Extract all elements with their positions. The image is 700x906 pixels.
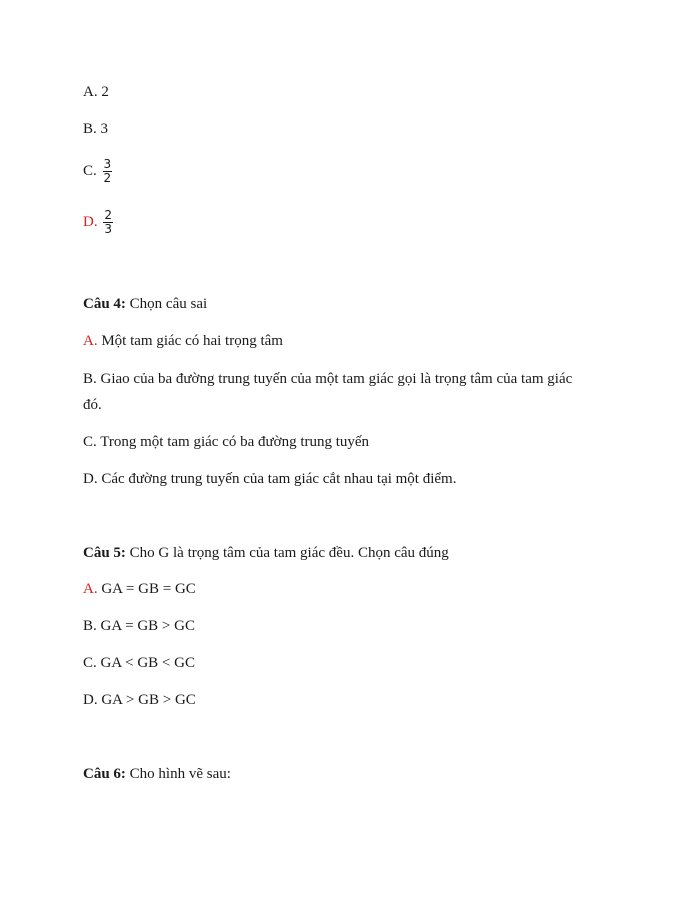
q3-option-d	[83, 209, 113, 236]
question-label: Câu 5:	[83, 545, 126, 561]
option-letter: C.	[83, 434, 97, 450]
option-text: GA = GB = GC	[101, 581, 196, 597]
option-letter: D.	[83, 692, 98, 708]
option-letter: C.	[83, 655, 97, 671]
q4-option-b-continuation	[83, 395, 102, 415]
q4-option-a	[83, 331, 283, 351]
q5-option-a	[83, 579, 196, 599]
option-text: Các đường trung tuyến của tam giác cắt nhau tại một điểm.	[101, 471, 457, 487]
q3-option-c	[83, 158, 112, 185]
fraction-numerator: 2	[104, 208, 112, 222]
question-text: Cho hình vẽ sau:	[129, 766, 231, 782]
option-letter: D.	[83, 471, 98, 487]
option-letter: B.	[83, 371, 97, 387]
q3-option-a	[83, 82, 109, 102]
option-letter: A.	[83, 84, 98, 100]
question-label: Câu 6:	[83, 766, 126, 782]
option-text: GA = GB > GC	[100, 618, 195, 634]
q4-option-b	[83, 369, 572, 389]
q4-option-c	[83, 432, 369, 452]
fraction-numerator: 3	[103, 157, 112, 171]
question-label: Câu 4:	[83, 296, 126, 312]
option-text: Giao của ba đường trung tuyến của một tam giác gọi là trọng tâm của tam giác	[100, 371, 573, 387]
fraction	[103, 209, 113, 236]
question-text: Cho G là trọng tâm của tam giác đều. Chọn câu đúng	[129, 545, 449, 561]
q5-question	[83, 543, 449, 563]
q3-option-b	[83, 119, 108, 139]
fraction	[103, 158, 113, 185]
q5-option-c	[83, 653, 195, 673]
q6-question	[83, 764, 231, 784]
q5-option-d	[83, 690, 196, 710]
question-text: Chọn câu sai	[129, 296, 208, 312]
option-text: GA < GB < GC	[100, 655, 195, 671]
option-text-continuation: đó.	[83, 397, 102, 413]
q4-question	[83, 294, 207, 314]
option-letter: C.	[83, 162, 97, 179]
option-text: Một tam giác có hai trọng tâm	[101, 333, 283, 349]
option-letter: B.	[83, 121, 97, 137]
option-letter-correct: A.	[83, 581, 98, 597]
fraction-denominator: 3	[104, 222, 112, 236]
fraction-denominator: 2	[103, 171, 112, 185]
option-letter-correct: A.	[83, 333, 98, 349]
q5-option-b	[83, 616, 195, 636]
option-text: Trong một tam giác có ba đường trung tuyến	[100, 434, 370, 450]
option-text: GA > GB > GC	[101, 692, 196, 708]
option-text: 2	[101, 84, 109, 100]
q4-option-d	[83, 469, 456, 489]
option-text: 3	[100, 121, 109, 137]
option-letter-correct: D.	[83, 213, 98, 230]
option-letter: B.	[83, 618, 97, 634]
